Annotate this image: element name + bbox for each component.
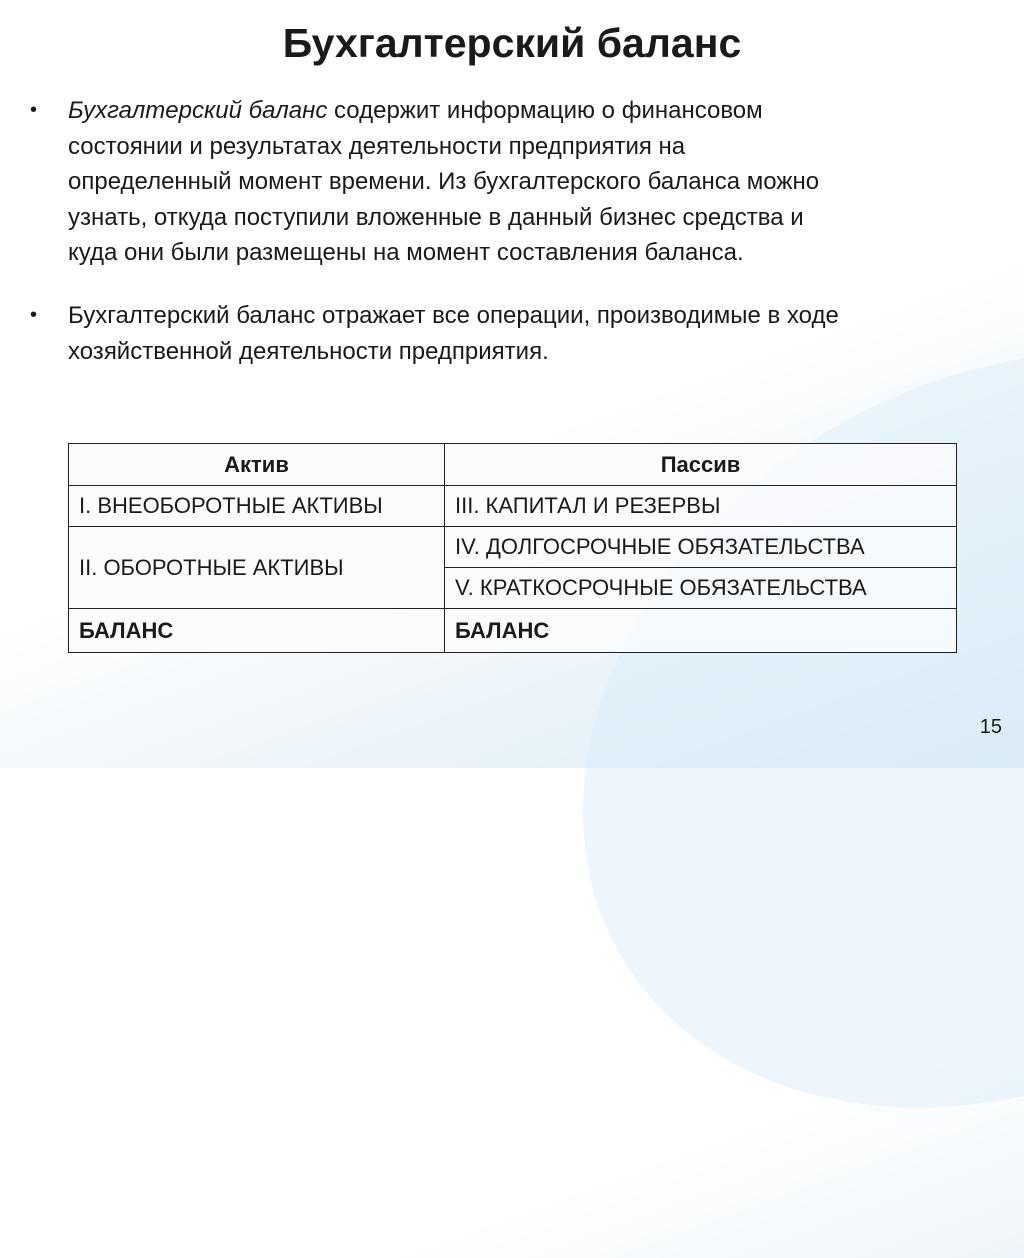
table-cell: БАЛАНС — [445, 609, 957, 653]
slide-title: Бухгалтерский баланс — [282, 20, 742, 66]
table-header-row — [69, 444, 957, 486]
table-cell: IV. ДОЛГОСРОЧНЫЕ ОБЯЗАТЕЛЬСТВА — [445, 527, 957, 568]
bullet-2 — [30, 298, 839, 369]
bullet-text: хозяйственной деятельности предприятия. — [68, 337, 549, 365]
header-liabilities: Пассив — [445, 444, 957, 486]
bullet-text: состоянии и результатах деятельности предприятия на — [68, 132, 686, 160]
bullet-1 — [30, 93, 819, 271]
bullet-icon: • — [30, 99, 38, 121]
table-row — [69, 527, 957, 568]
bullet-text: определенный момент времени. Из бухгалтерского баланса можно — [68, 168, 820, 195]
table-cell: БАЛАНС — [69, 609, 445, 653]
table-cell: III. КАПИТАЛ И РЕЗЕРВЫ — [445, 486, 957, 527]
italic-term: Бухгалтерский баланс — [68, 97, 328, 124]
table-row — [69, 609, 957, 653]
bullet-text: Бухгалтерский баланс отражает все операции, производимые в ходе — [68, 302, 839, 329]
bullet-text: узнать, откуда поступили вложенные в данный бизнес средства и — [68, 203, 804, 231]
bullet-text: содержит информацию о финансовом — [327, 97, 763, 124]
table-row — [69, 486, 957, 527]
table-cell: I. ВНЕОБОРОТНЫЕ АКТИВЫ — [69, 486, 445, 527]
bullet-icon: • — [30, 304, 38, 326]
balance-table — [68, 443, 957, 653]
bullet-text: куда они были размещены на момент составления баланса. — [68, 239, 744, 266]
table-cell: V. КРАТКОСРОЧНЫЕ ОБЯЗАТЕЛЬСТВА — [445, 568, 957, 609]
header-assets: Актив — [69, 444, 445, 486]
page-number: 15 — [979, 716, 1002, 738]
table-cell: II. ОБОРОТНЫЕ АКТИВЫ — [69, 527, 445, 609]
